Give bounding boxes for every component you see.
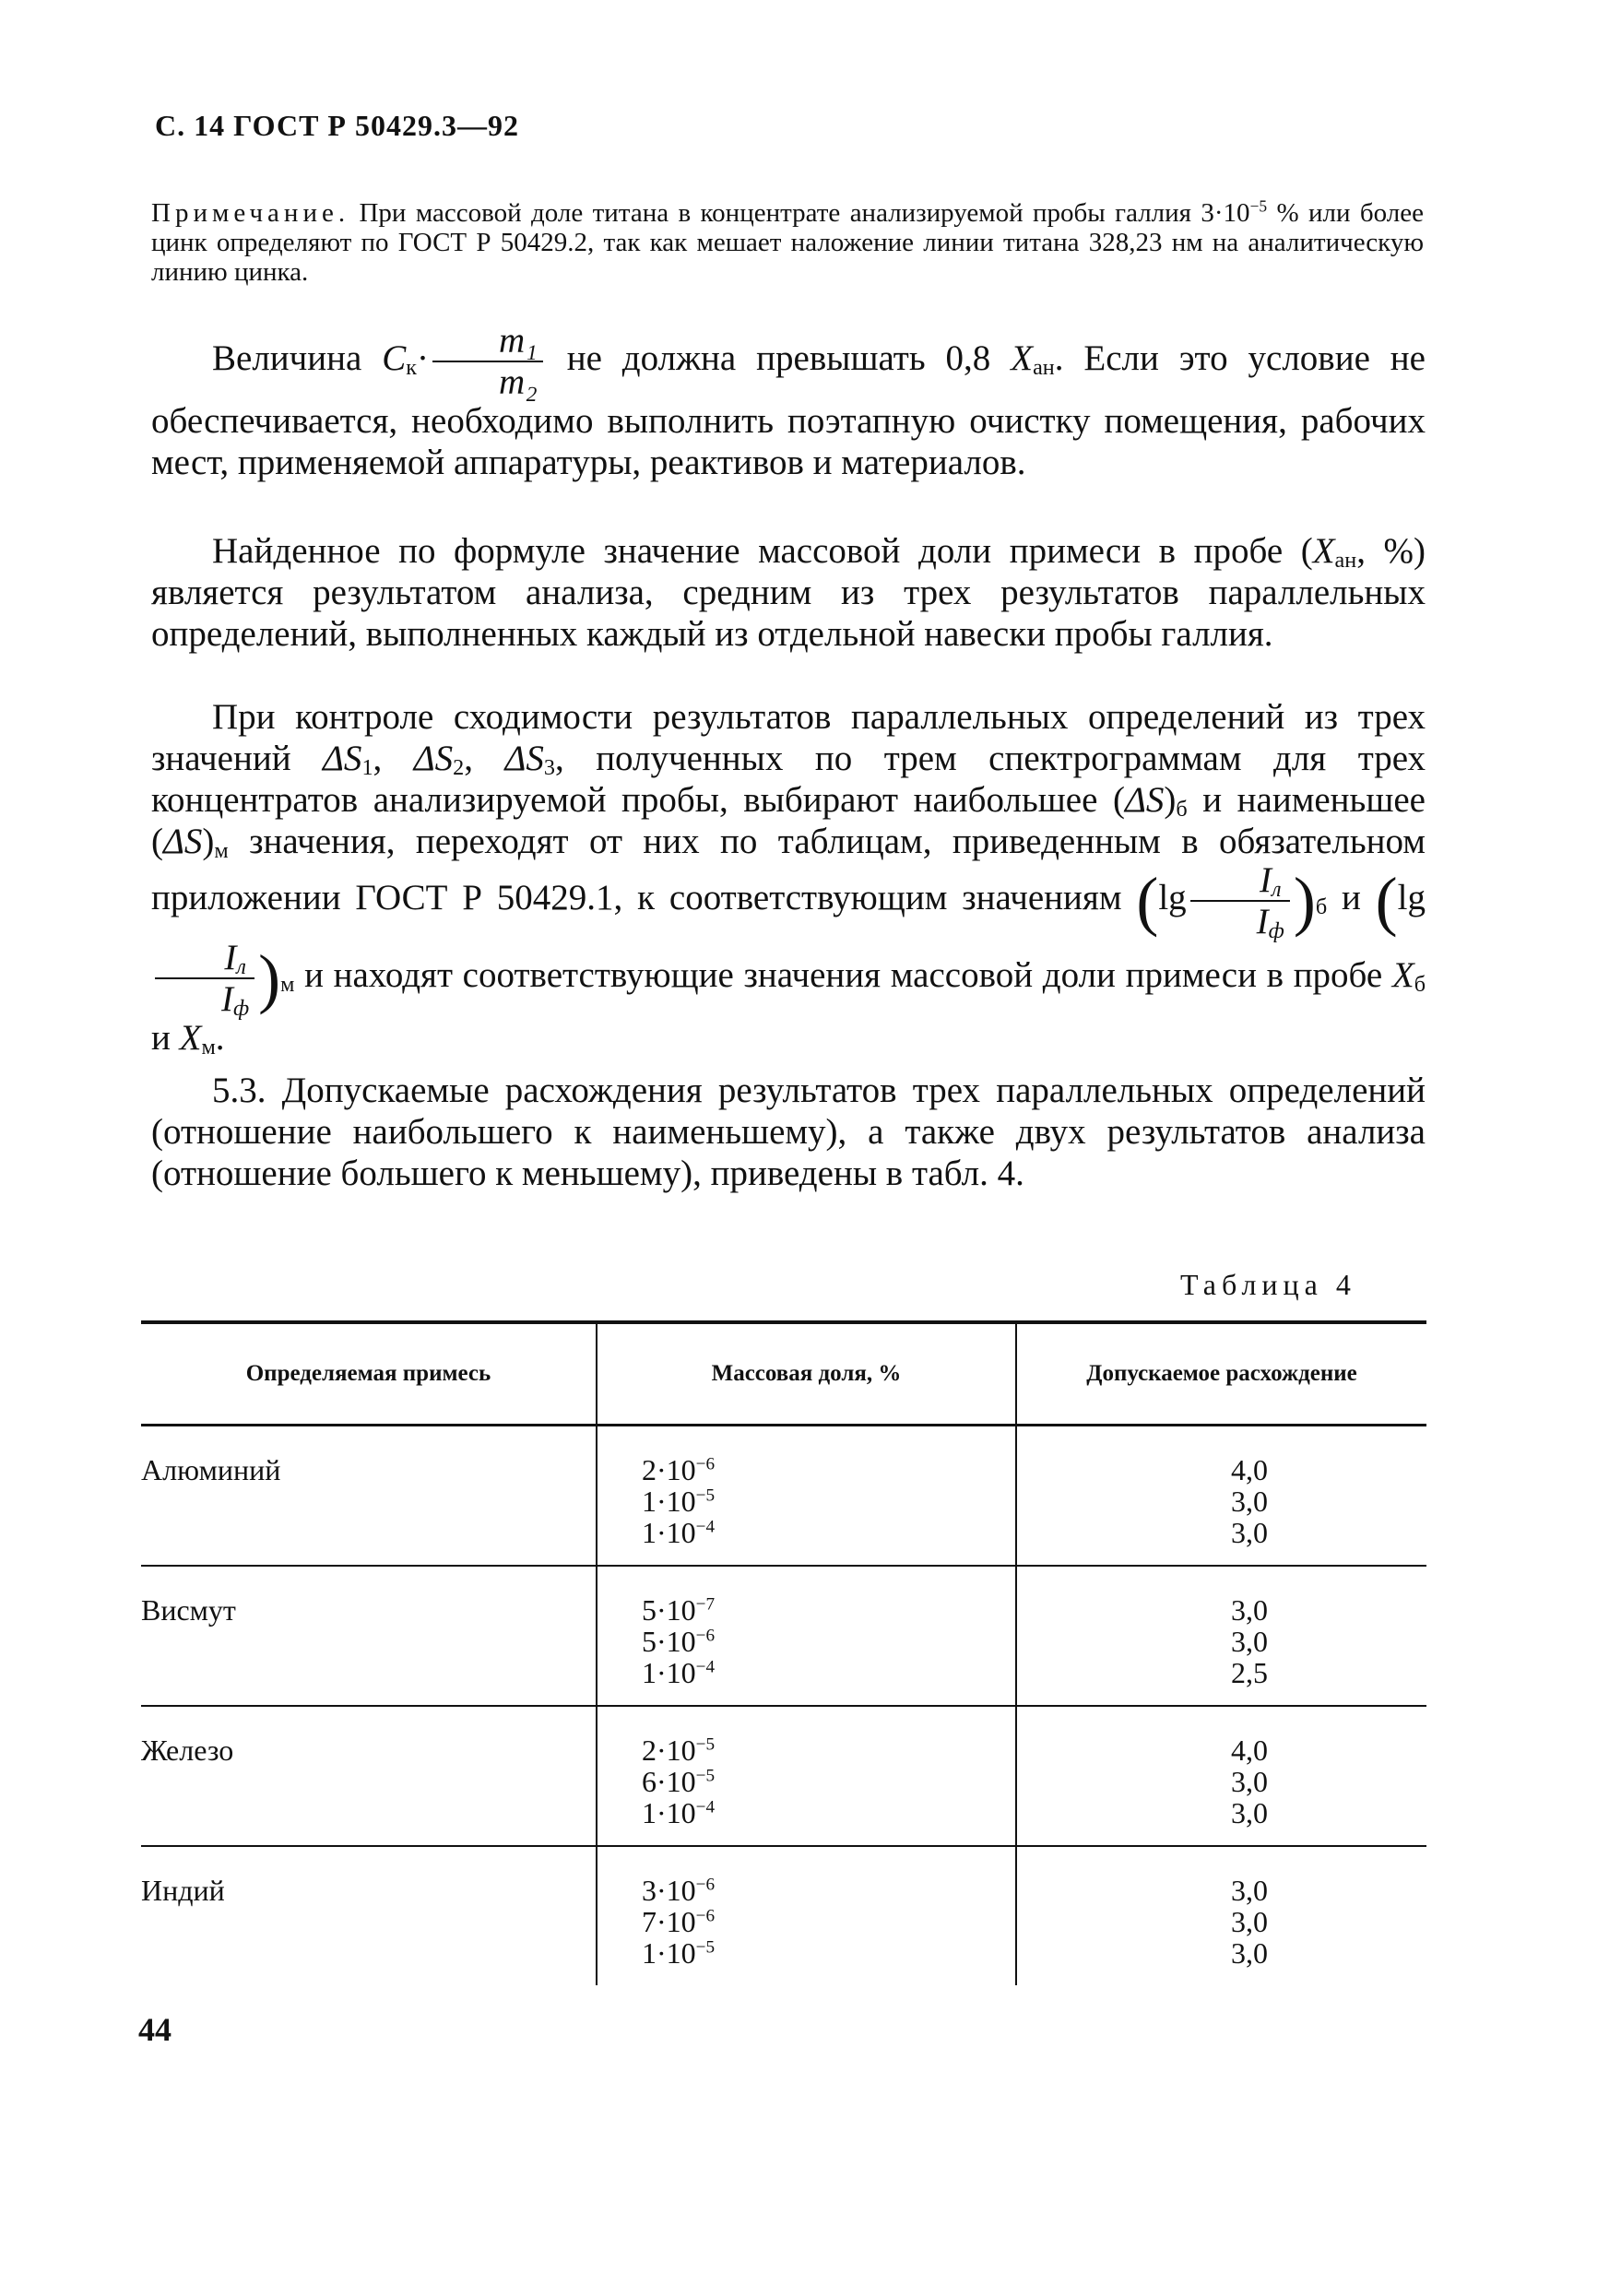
deviation-value: 3,0 [1231,1796,1268,1829]
note-label: Примечание. [151,198,350,228]
p2-x-symbol: X [1312,531,1335,571]
p3-f1-den-sub: ф [1268,917,1284,943]
p3-text-3: ) [1164,780,1177,820]
p3-f2-den-sub: ф [233,995,250,1021]
p3-delta-s3-sub: 3 [543,754,555,780]
p3-paren-open-1: ( [1136,864,1159,938]
mass-exponent: −6 [695,1454,716,1474]
header-mass-fraction: Массовая доля, % [597,1322,1016,1426]
cell-impurity: Железо [141,1706,597,1846]
p3-delta-s2: ΔS [413,739,454,778]
deviation-value: 2,5 [1231,1656,1268,1689]
p3-lg-1: lg [1158,877,1187,917]
p3-fraction-2-num [155,940,254,979]
mass-mantissa: 1·10 [642,1516,696,1549]
p1-c-subscript: к [406,354,418,380]
deviation-value: 3,0 [1231,1936,1268,1970]
p3-f1-den-i: I [1256,902,1269,941]
p2-x-subscript: ан [1334,547,1357,573]
mass-value [642,1594,1015,1626]
p2-text-after: , %) является результатом анализа, средним из трех результатов параллельных определений, выполненных каждый из отдельной навески пробы галлия. [151,531,1426,654]
deviation-value: 3,0 [1231,1905,1268,1938]
p3-f1-num-i: I [1259,860,1272,900]
p3-f2-num-i: I [224,938,237,977]
mass-exponent: −5 [695,1734,716,1755]
mass-mantissa: 5·10 [642,1625,696,1658]
p3-fraction-1-den [1190,902,1290,943]
mass-value [642,1657,1015,1688]
p3-fraction-2-den [155,979,254,1021]
mass-value [642,1454,1015,1485]
mass-mantissa: 5·10 [642,1593,696,1627]
page-number: 44 [138,2011,172,2048]
p3-delta-s-max: ΔS [1124,780,1165,820]
p3-and-2: и [151,1018,180,1058]
p1-x-symbol: X [1011,337,1034,378]
mass-value [642,1875,1015,1906]
table-row [141,1566,1426,1706]
paragraph-convergence [151,696,1426,1059]
p3-text-5: ) [202,822,215,861]
cell-deviation [1016,1846,1426,1985]
p1-fraction-numerator: m₁ [432,323,543,362]
p1-text-mid: не должна превышать 0,8 [546,337,1012,378]
deviation-value: 3,0 [1231,1516,1268,1549]
deviation-value: 4,0 [1231,1734,1268,1767]
p2-text-before: Найденное по формуле значение массовой доли примеси в пробе ( [212,531,1313,571]
mass-value [642,1485,1015,1517]
p3-delta-s2-sub: 2 [453,754,465,780]
mass-exponent: −4 [695,1657,716,1677]
p1-text-before: Величина [212,337,383,378]
cell-mass-fraction [597,1846,1016,1985]
p3-fraction-2 [155,938,254,1021]
mass-value [642,1626,1015,1657]
p1-fraction-denominator: m₂ [499,362,538,402]
deviation-value: 3,0 [1231,1625,1268,1658]
cell-mass-fraction [597,1706,1016,1846]
p3-fraction-1-num [1190,862,1290,902]
p3-x-max: X [1391,954,1414,995]
p3-x-min: X [179,1018,202,1058]
mass-exponent: −6 [695,1875,716,1895]
cell-impurity: Индий [141,1874,225,1907]
mass-exponent: −5 [695,1766,716,1786]
mass-value [642,1797,1015,1829]
note-text-after: % или более цинк определяют по ГОСТ Р 50429.2, так как мешает наложение линии титана 328,23 нм на аналитическую линию цинка. [151,198,1424,287]
header-deviation: Допускаемое расхождение [1016,1322,1426,1426]
mass-value [642,1517,1015,1548]
p3-text-2: , полученных по трем спектрограммам для трех концентратов анализируемой пробы, выбирают наибольшее ( [151,739,1426,820]
mass-mantissa: 6·10 [642,1765,696,1798]
deviation-value: 3,0 [1231,1765,1268,1798]
mass-value [642,1766,1015,1797]
deviation-value: 3,0 [1231,1485,1268,1518]
p1-dot: · [417,337,430,378]
p3-delta-s3: ΔS [504,739,544,778]
mass-value [642,1906,1015,1937]
cell-impurity: Алюминий [141,1426,597,1567]
p3-f1-num-sub: л [1271,876,1282,902]
table-row [141,1426,1426,1567]
p3-x-min-sub: м [201,1034,216,1059]
p3-text-4: и наименьшее ( [151,780,1426,861]
p3-sep-1: , [373,739,414,778]
mass-mantissa: 1·10 [642,1796,696,1829]
mass-exponent: −7 [695,1594,716,1615]
p3-delta-s1-sub: 1 [361,754,373,780]
mass-mantissa: 2·10 [642,1734,696,1767]
p3-delta-s-min: ΔS [163,822,203,861]
p3-text-1: При контроле сходимости результатов параллельных определений из трех значений [151,697,1426,778]
mass-exponent: −6 [695,1626,716,1646]
p1-x-subscript: ан [1033,354,1055,380]
mass-mantissa: 2·10 [642,1453,696,1486]
table-row [141,1706,1426,1846]
mass-mantissa: 1·10 [642,1936,696,1970]
p3-delta-s-min-sub: м [214,837,229,863]
mass-mantissa: 3·10 [642,1874,696,1907]
cell-deviation [1016,1426,1426,1567]
p3-paren-open-2: ( [1375,864,1398,938]
cell-deviation [1016,1566,1426,1706]
p3-text-6: значения, переходят от них по таблицам, приведенным в обязательном приложении ГОСТ Р 50429.1, к соответствующим значениям [151,822,1426,917]
p1-fraction [432,323,543,400]
deviation-value: 3,0 [1231,1593,1268,1627]
table-caption: Таблица 4 [1180,1268,1356,1301]
p1-c-symbol: C [382,337,407,378]
paragraph-result [151,530,1426,655]
deviation-value: 4,0 [1231,1453,1268,1486]
cell-impurity: Висмут [141,1566,597,1706]
p3-end: . [215,1018,225,1058]
p3-f2-den-i: I [221,979,233,1019]
cell-deviation [1016,1706,1426,1846]
mass-exponent: −5 [695,1937,716,1958]
p3-x-max-sub: б [1414,971,1426,997]
table-header-row [141,1322,1426,1426]
mass-mantissa: 1·10 [642,1656,696,1689]
mass-value [642,1734,1015,1766]
cell-mass-fraction [597,1566,1016,1706]
p3-delta-s-max-sub: б [1176,796,1188,822]
paragraph-5-3: 5.3. Допускаемые расхождения результатов трех параллельных определений (отношение наибольшего к наименьшему), а также двух результатов анализа (отношение большего к меньшему), приведены в табл. 4. [151,1071,1426,1193]
p3-and: и [1327,877,1376,917]
page-header: С. 14 ГОСТ Р 50429.3—92 [155,109,519,142]
p3-sep-2: , [464,739,505,778]
note-paragraph [151,198,1424,287]
paragraph-condition [151,323,1426,483]
note-text-before: При массовой доле титана в концентрате анализируемой пробы галлия 3·10 [349,198,1250,228]
table-row [141,1846,1426,1985]
cell-mass-fraction [597,1426,1016,1567]
p3-text-7: и находят соответствующие значения массовой доли примеси в пробе [294,954,1392,995]
p3-fraction-1 [1190,860,1290,943]
note-exponent: −5 [1249,196,1268,216]
header-impurity: Определяемая примесь [141,1322,597,1426]
mass-exponent: −5 [695,1485,716,1506]
p3-paren-sub-b: б [1315,894,1328,919]
p3-paren-close-1: ) [1293,864,1316,938]
mass-exponent: −4 [695,1517,716,1537]
mass-exponent: −6 [695,1906,716,1926]
mass-mantissa: 7·10 [642,1905,696,1938]
deviation-value: 3,0 [1231,1874,1268,1907]
mass-exponent: −4 [695,1797,716,1817]
mass-value [642,1937,1015,1969]
p3-f2-num-sub: л [236,953,246,979]
p3-paren-sub-m: м [280,971,295,997]
p3-delta-s1: ΔS [323,739,362,778]
p1-text-rest: . Если это условие не обеспечивается, необходимо выполнить поэтапную очистку помещения, рабочих мест, применяемой аппаратуры, реактивов и материалов. [151,337,1426,482]
p3-paren-close-2: ) [258,941,281,1015]
p3-lg-2: lg [1397,877,1426,917]
mass-mantissa: 1·10 [642,1485,696,1518]
deviation-table [141,1320,1426,1985]
